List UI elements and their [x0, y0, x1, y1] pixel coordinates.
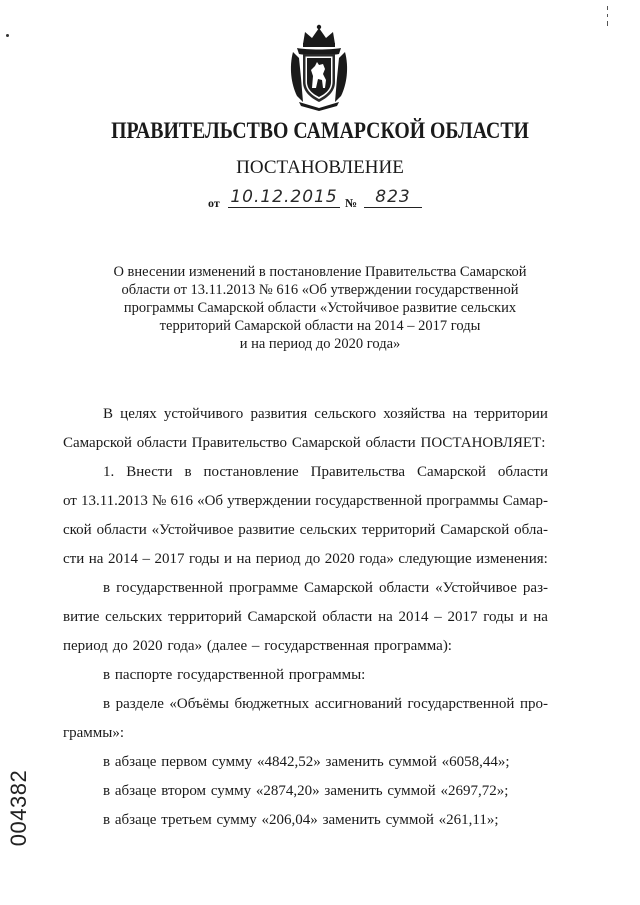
word: суммой [388, 754, 437, 770]
word: абзаце [114, 754, 157, 770]
word: витие [63, 609, 100, 625]
word: Внести [126, 464, 173, 480]
word: В [103, 406, 114, 422]
word: сти [63, 551, 85, 567]
word: период [255, 551, 301, 567]
word: области [365, 435, 416, 451]
word: – [434, 609, 442, 625]
document-subject [80, 263, 560, 353]
word: области [378, 580, 430, 596]
date-label: от [208, 196, 220, 210]
word: Самарской [440, 522, 510, 538]
word: программы: [288, 667, 366, 683]
word: сумму [216, 812, 257, 828]
word: суммой [385, 812, 434, 828]
word: на [378, 609, 393, 625]
word: «4842,52» [256, 754, 321, 770]
word: 2017 [154, 551, 185, 567]
word: суммой [387, 783, 436, 799]
word: заменить [324, 783, 383, 799]
word: развития [250, 406, 308, 422]
word: 2014 [398, 609, 429, 625]
word: «2874,20» [255, 783, 320, 799]
date-value: 10.12.2015 [228, 187, 340, 208]
text-line [63, 403, 548, 432]
word: в [184, 464, 192, 480]
word: государственной [407, 696, 515, 712]
side-registration-number [8, 768, 30, 848]
word: 1. [103, 464, 115, 480]
word: на [533, 609, 548, 625]
word: до [112, 638, 128, 654]
text-line [63, 432, 548, 461]
samara-coat-of-arms-icon [285, 22, 353, 112]
word: программа): [373, 638, 452, 654]
date-number-line [208, 187, 428, 211]
word: программы [426, 493, 499, 509]
word: до [305, 551, 321, 567]
text-line [63, 722, 548, 751]
word: в [103, 696, 111, 712]
word: Самарской [63, 435, 132, 451]
word: «2697,72»; [440, 783, 509, 799]
word: области [322, 609, 373, 625]
word: области [96, 522, 147, 538]
subject-line: и на период до 2020 года» [239, 336, 401, 352]
edge-mark [606, 6, 609, 26]
word: года» [359, 551, 394, 567]
word: программе [229, 580, 299, 596]
word: области [136, 435, 187, 451]
subject-line: программы Самарской области «Устойчивое развитие сельских [123, 300, 517, 316]
word: «206,04» [261, 812, 318, 828]
word: ПОСТАНОВЛЯЕТ: [420, 435, 546, 451]
word: раз- [522, 580, 548, 596]
word: сумму [211, 754, 253, 770]
text-line [63, 635, 548, 664]
word: «Устойчивое [151, 522, 234, 538]
word: Правительства [310, 464, 406, 480]
word: про- [519, 696, 548, 712]
word: года» [167, 638, 203, 654]
word: ассигнований [314, 696, 402, 712]
word: 2020 [132, 638, 163, 654]
organization-title: ПРАВИТЕЛЬСТВО САМАРСКОЙ ОБЛАСТИ [111, 118, 529, 143]
document-body [63, 403, 548, 838]
word: устойчивого [163, 406, 244, 422]
word: ской [63, 522, 92, 538]
word: государственной [177, 667, 284, 683]
word: территорий [168, 609, 242, 625]
text-line [63, 548, 548, 577]
word: «Об [197, 493, 224, 509]
text-line [63, 693, 548, 722]
word: на [452, 406, 468, 422]
word: государственная [264, 638, 370, 654]
word: от [63, 493, 77, 509]
word: обла- [514, 522, 548, 538]
text-line [63, 461, 548, 490]
text-line [63, 780, 548, 809]
word: «Объёмы [169, 696, 229, 712]
word: бюджетных [234, 696, 310, 712]
word: (далее [206, 638, 248, 654]
word: 13.11.2013 [80, 493, 148, 509]
word: «6058,44»; [441, 754, 510, 770]
word: 2014 [107, 551, 138, 567]
word: Самарской [416, 464, 486, 480]
word: № [152, 493, 167, 509]
word: целях [120, 406, 157, 422]
word: Правительство [191, 435, 288, 451]
subject-line: области от 13.11.2013 № 616 «Об утверждении государственной [121, 282, 519, 298]
word: на [88, 551, 104, 567]
word: Самарской [304, 580, 373, 596]
word: следующие [398, 551, 472, 567]
word: годы [483, 609, 514, 625]
word: и [519, 609, 528, 625]
word: Самар- [502, 493, 548, 509]
word: – [251, 638, 260, 654]
word: в [103, 667, 111, 683]
word: первом [161, 754, 208, 770]
word: период [63, 638, 108, 654]
word: в [103, 754, 111, 770]
word: «Устойчивое [435, 580, 517, 596]
word: заменить [322, 812, 381, 828]
subject-line: О внесении изменений в постановление Правительства Самарской [113, 264, 527, 280]
word: изменения: [476, 551, 548, 567]
text-line [63, 577, 548, 606]
number-label: № [345, 196, 358, 210]
word: сельского [314, 406, 377, 422]
registration-number: 004382 [6, 769, 31, 847]
word: утверждении [227, 493, 312, 509]
text-line [63, 606, 548, 635]
word: в [103, 783, 111, 799]
text-line [63, 809, 548, 838]
word: граммы»: [63, 725, 125, 741]
word: в [103, 580, 111, 596]
word: и [224, 551, 233, 567]
word: паспорте [114, 667, 173, 683]
word: территорий [361, 522, 436, 538]
text-line [63, 664, 548, 693]
word: на [236, 551, 252, 567]
document-type: ПОСТАНОВЛЕНИЕ [236, 157, 404, 178]
word: 2020 [324, 551, 355, 567]
word: втором [161, 783, 207, 799]
text-line [63, 519, 548, 548]
word: 616 [170, 493, 193, 509]
word: сельских [299, 522, 357, 538]
word: годы [188, 551, 220, 567]
word: хозяйства [383, 406, 446, 422]
word: постановление [203, 464, 299, 480]
word: абзаце [114, 783, 157, 799]
word: Самарской [291, 435, 361, 451]
word: заменить [325, 754, 384, 770]
word: 2017 [447, 609, 478, 625]
word: области [497, 464, 548, 480]
word: сумму [210, 783, 252, 799]
word: государственной [116, 580, 224, 596]
word: Самарской [247, 609, 317, 625]
scan-dot [6, 34, 9, 37]
word: третьем [161, 812, 212, 828]
word: – [142, 551, 150, 567]
word: в [103, 812, 111, 828]
word: абзаце [114, 812, 157, 828]
word: государственной [315, 493, 423, 509]
text-line [63, 751, 548, 780]
text-line [63, 490, 548, 519]
word: развитие [238, 522, 295, 538]
word: территории [474, 406, 548, 422]
number-value: 823 [364, 187, 422, 208]
word: сельских [105, 609, 163, 625]
word: разделе [115, 696, 164, 712]
subject-line: территорий Самарской области на 2014 – 2017 годы [159, 318, 481, 334]
word: «261,11»; [438, 812, 499, 828]
